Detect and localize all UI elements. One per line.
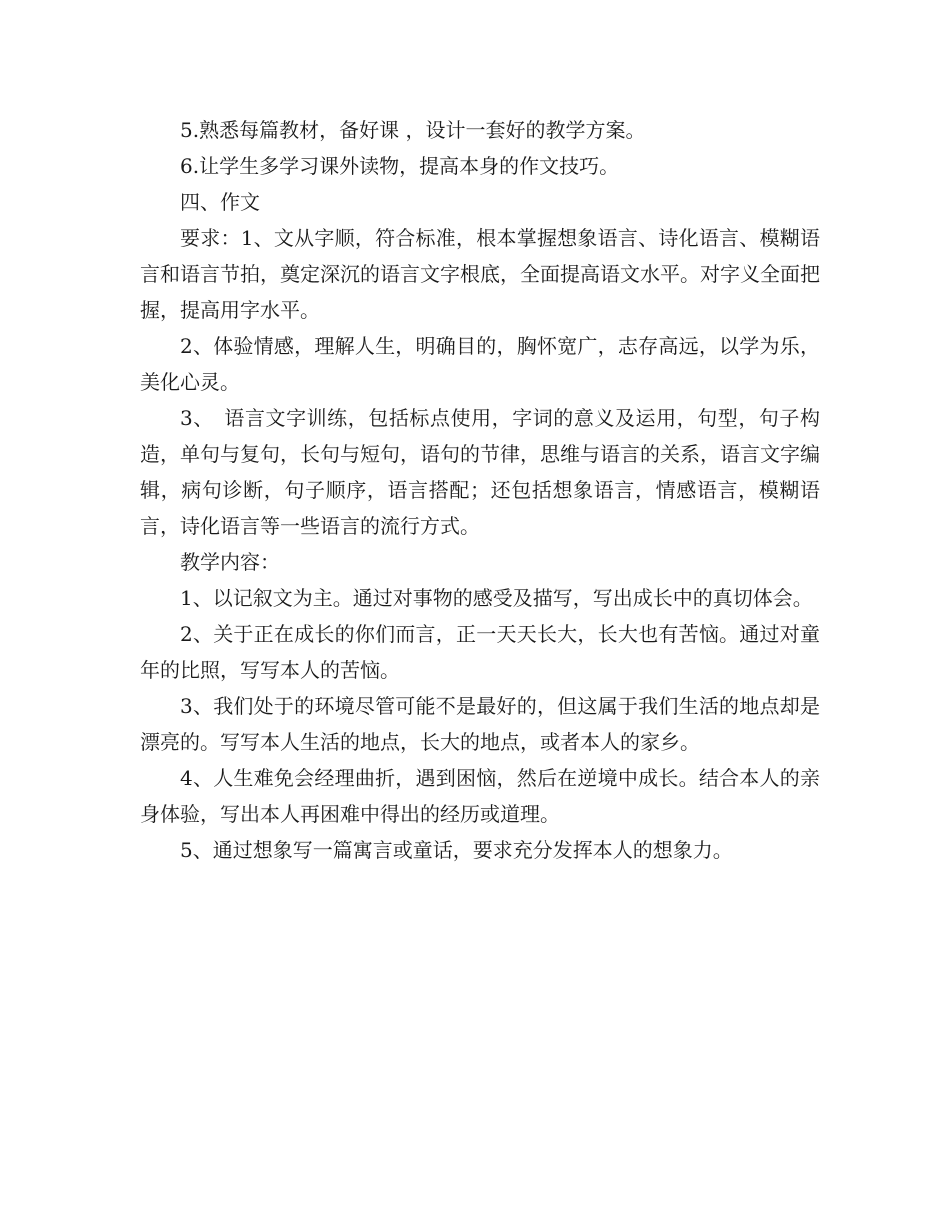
paragraph-requirement-1: 要求：1、文从字顺，符合标准，根本掌握想象语言、诗化语言、模糊语言和语言节拍，奠定深沉的语言文字根底，全面提高语文水平。对字义全面把握，提高用字水平。 [140,226,820,322]
paragraph-content-4: 4、人生难免会经理曲折，遇到困恼，然后在逆境中成长。结合本人的亲身体验，写出本人再困难中得出的经历或道理。 [140,766,820,826]
paragraph-item-5: 5.熟悉每篇教材，备好课 ，设计一套好的教学方案。 [180,118,646,142]
paragraph-content-1: 1、以记叙文为主。通过对事物的感受及描写，写出成长中的真切体会。 [180,586,813,610]
paragraph-requirement-3: 3、 语言文字训练，包括标点使用，字词的意义及运用，句型，句子构造，单句与复句，长句与短句，语句的节律，思维与语言的关系，语言文字编辑，病句诊断，句子顺序，语言搭配；还包括想象语言，情感语言，模糊语言，诗化语言等一些语言的流行方式。 [140,406,820,538]
paragraph-content-3: 3、我们处于的环境尽管可能不是最好的，但这属于我们生活的地点却是漂亮的。写写本人生活的地点，长大的地点，或者本人的家乡。 [140,694,820,754]
subheading-teaching-content: 教学内容： [180,550,280,574]
paragraph-item-6: 6.让学生多学习课外读物，提高本身的作文技巧。 [180,154,620,178]
section-heading-composition: 四、作文 [180,190,260,214]
paragraph-content-5: 5、通过想象写一篇寓言或童话，要求充分发挥本人的想象力。 [180,838,733,862]
paragraph-content-2: 2、关于正在成长的你们而言，正一天天长大，长大也有苦恼。通过对童年的比照，写写本人的苦恼。 [140,622,820,682]
document-body [140,112,820,868]
paragraph-requirement-2: 2、体验情感，理解人生，明确目的，胸怀宽广，志存高远，以学为乐，美化心灵。 [140,334,820,394]
